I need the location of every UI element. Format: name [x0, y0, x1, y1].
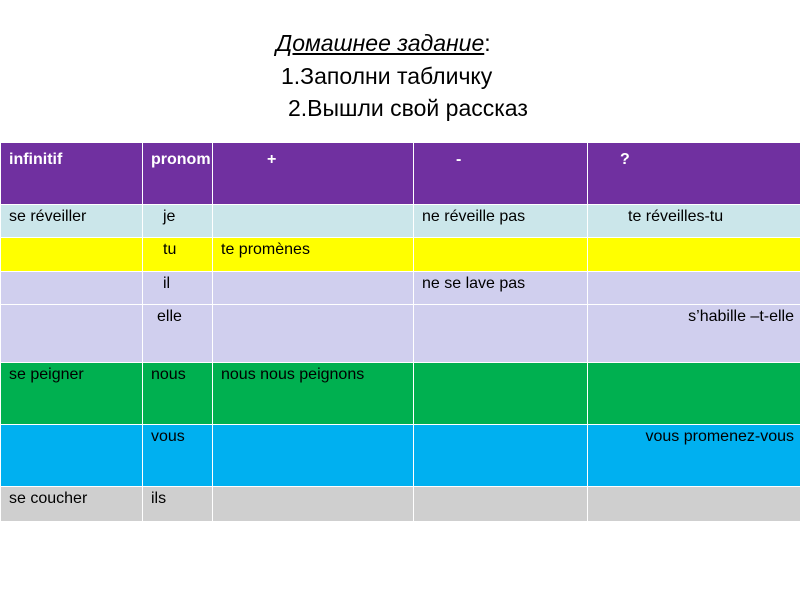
table-row [1, 487, 800, 522]
homework-title [276, 30, 491, 57]
cell-minus [414, 363, 588, 425]
table-row [1, 425, 800, 487]
table-row [1, 363, 800, 425]
cell-pronom: tu [143, 238, 213, 272]
cell-question [588, 272, 800, 305]
cell-pronom: ils [143, 487, 213, 522]
cell-question: s’habille –t-elle [588, 305, 800, 363]
cell-plus [213, 272, 414, 305]
cell-plus [213, 487, 414, 522]
cell-question [588, 238, 800, 272]
homework-title-text: Домашнее задание [276, 30, 485, 56]
cell-minus: ne réveille pas [414, 205, 588, 238]
table-row [1, 205, 800, 238]
cell-minus [414, 305, 588, 363]
homework-title-colon: : [484, 30, 491, 56]
cell-infinitif [1, 272, 143, 305]
table-header-row [1, 143, 800, 205]
table-row [1, 305, 800, 363]
cell-pronom: vous [143, 425, 213, 487]
header-pronom: pronom [143, 143, 213, 205]
task-1: 1.Заполни табличку [281, 63, 493, 89]
cell-infinitif: se réveiller [1, 205, 143, 238]
cell-pronom: il [143, 272, 213, 305]
cell-minus [414, 425, 588, 487]
header-question: ? [588, 143, 800, 205]
table-row [1, 238, 800, 272]
table-row [1, 272, 800, 305]
cell-plus: nous nous peignons [213, 363, 414, 425]
cell-plus [213, 305, 414, 363]
header-minus: - [414, 143, 588, 205]
cell-plus: te promènes [213, 238, 414, 272]
cell-question [588, 487, 800, 522]
cell-infinitif: se coucher [1, 487, 143, 522]
cell-infinitif [1, 305, 143, 363]
cell-plus [213, 205, 414, 238]
cell-minus: ne se lave pas [414, 272, 588, 305]
cell-pronom: nous [143, 363, 213, 425]
cell-plus [213, 425, 414, 487]
cell-pronom: elle [143, 305, 213, 363]
cell-question: vous promenez-vous [588, 425, 800, 487]
cell-infinitif [1, 425, 143, 487]
cell-minus [414, 238, 588, 272]
cell-minus [414, 487, 588, 522]
cell-question: te réveilles-tu [588, 205, 800, 238]
cell-question [588, 363, 800, 425]
header-plus: + [213, 143, 414, 205]
task-2: 2.Вышли свой рассказ [288, 95, 528, 121]
cell-infinitif: se peigner [1, 363, 143, 425]
header-infinitif: infinitif [1, 143, 143, 205]
cell-pronom: je [143, 205, 213, 238]
conjugation-table [0, 142, 800, 522]
cell-infinitif [1, 238, 143, 272]
